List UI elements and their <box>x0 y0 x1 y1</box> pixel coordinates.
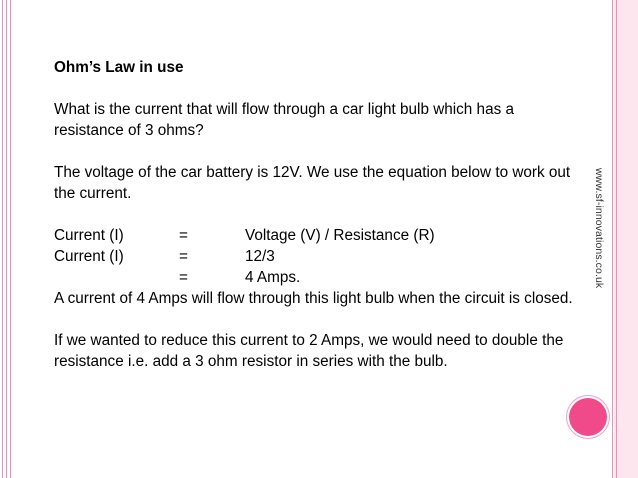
equation-row <box>54 267 574 288</box>
equation-operator: = <box>179 248 188 265</box>
left-border-line-2 <box>6 0 7 478</box>
decorative-pink-circle <box>569 398 607 436</box>
equation-row <box>54 225 574 246</box>
equation-label: Current (I) <box>54 227 124 244</box>
slide-content <box>54 57 574 372</box>
right-border-line-2 <box>616 0 617 478</box>
left-border-line-1 <box>2 0 3 478</box>
followup-text: If we wanted to reduce this current to 2 Amps, we would need to double the resistance i.e. add a 3 ohm resistor in series with the bulb. <box>54 332 564 370</box>
spacer <box>54 204 574 225</box>
right-border-band <box>614 0 638 478</box>
intro-text: The voltage of the car battery is 12V. We use the equation below to work out the current. <box>54 164 571 202</box>
right-border-line-1 <box>612 0 613 478</box>
slide-title: Ohm’s Law in use <box>54 59 184 76</box>
spacer <box>54 141 574 162</box>
question-text: What is the current that will flow through a car light bulb which has a resistance of 3 ohms? <box>54 101 514 139</box>
spacer <box>54 78 574 99</box>
equation-expression: Voltage (V) / Resistance (R) <box>245 227 435 244</box>
left-border-line-3 <box>10 0 11 478</box>
website-label: www.sf-innovations.co.uk <box>593 168 605 289</box>
equation-expression: 12/3 <box>245 248 275 265</box>
equation-operator: = <box>179 227 188 244</box>
equation-label: Current (I) <box>54 248 124 265</box>
equation-row <box>54 246 574 267</box>
equation-operator: = <box>179 269 188 286</box>
equation-expression: 4 Amps. <box>245 269 301 286</box>
conclusion-text: A current of 4 Amps will flow through this light bulb when the circuit is closed. <box>54 290 573 307</box>
spacer <box>54 309 574 330</box>
